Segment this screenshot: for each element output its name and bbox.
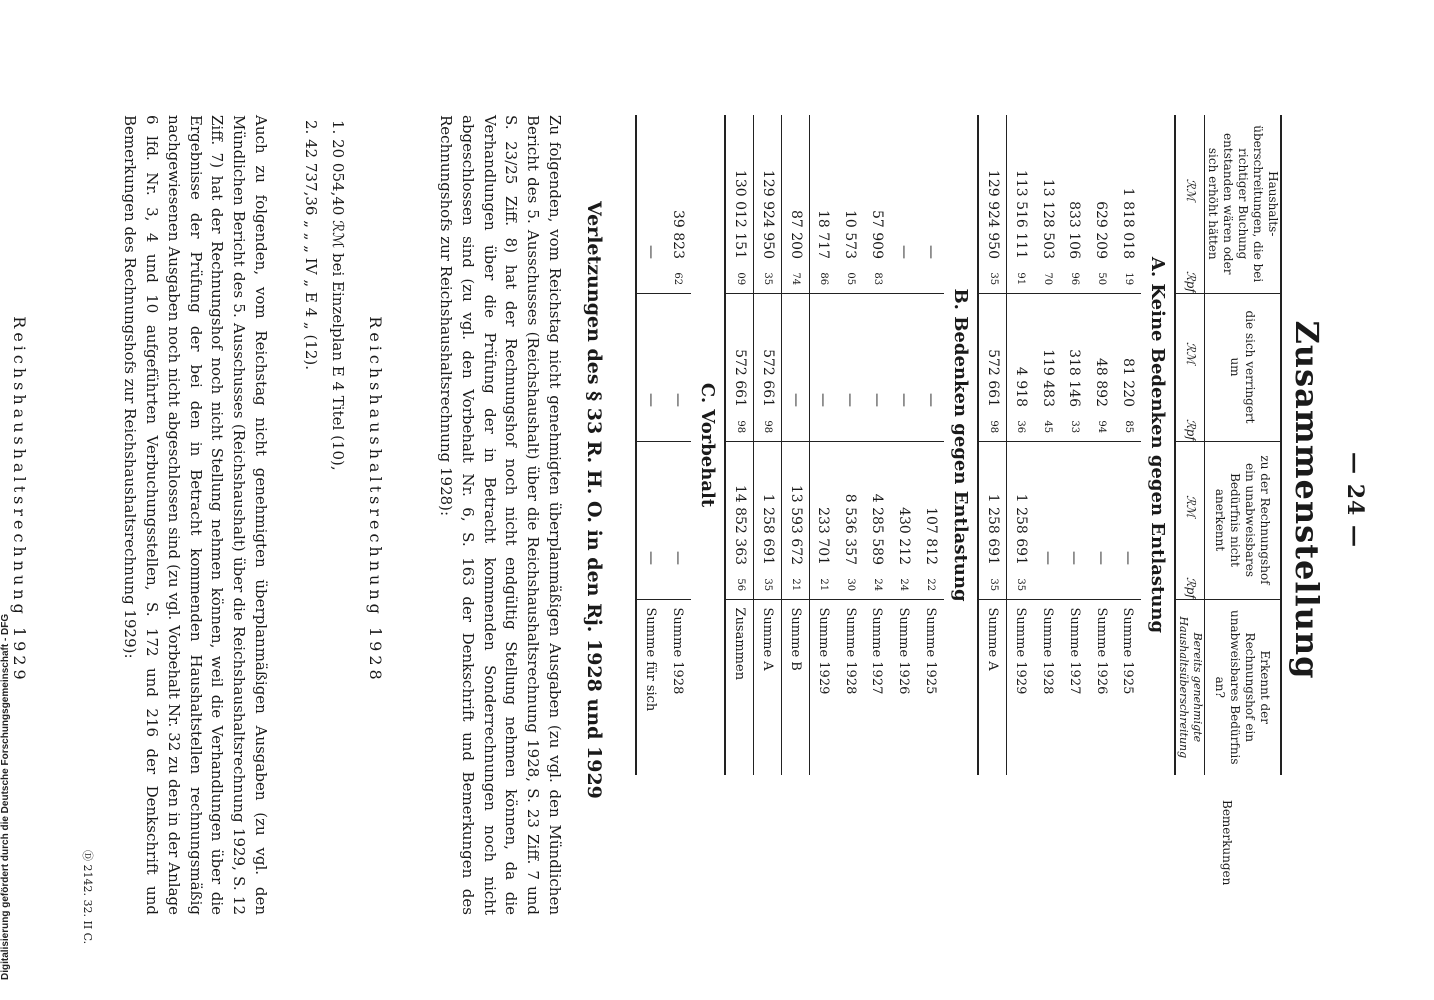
unit-pf: ℛpf: [1176, 265, 1205, 293]
amount-reduced: 48 892: [1093, 358, 1110, 407]
pf-reduced: [836, 413, 863, 441]
print-code: Ⓓ 2142. 32. II C.: [81, 850, 94, 945]
amount-not-recognized: 1 258 691: [984, 493, 1001, 566]
pf-overrun: 35: [978, 265, 1006, 293]
row-label: Summe für sich: [643, 607, 659, 712]
section-c-rows: [636, 115, 725, 775]
amount-overrun: —: [642, 245, 659, 259]
amount-not-recognized: —: [669, 551, 686, 566]
pf-overrun: 62: [664, 265, 691, 293]
row-label: Summe 1927: [869, 607, 885, 695]
pf-reduced: [809, 413, 836, 441]
table-row: [890, 115, 917, 775]
row-label: Summe 1927: [1066, 607, 1082, 695]
amount-not-recognized: —: [1119, 551, 1136, 566]
amount-reduced: —: [787, 393, 804, 407]
page-number: — 24 —: [1342, 452, 1368, 548]
header-col2: die sich verringert um: [1205, 293, 1282, 441]
subheading-1929: Reichshaushaltsrechnung 1929: [10, 316, 29, 684]
amount-reduced: 572 661: [984, 349, 1001, 407]
pf-reduced: 98: [978, 413, 1006, 441]
row-label: Summe 1928: [669, 607, 685, 695]
pf-not-recognized: [1034, 571, 1061, 599]
unit-pf: ℛpf: [1176, 571, 1205, 599]
header-group: Bereits genehmigte Haushaltsüberschreitung: [1177, 616, 1204, 759]
pf-not-recognized: 21: [809, 571, 836, 599]
pf-reduced: [781, 413, 809, 441]
pf-overrun: 09: [725, 265, 753, 293]
pf-reduced: 94: [1087, 413, 1114, 441]
row-label: Summe A: [760, 607, 776, 671]
amount-not-recognized: 8 536 357: [842, 493, 859, 566]
amount-overrun: 629 209: [1093, 201, 1110, 259]
pf-not-recognized: [1114, 571, 1141, 599]
pf-reduced: 33: [1061, 413, 1088, 441]
amount-overrun: 57 909: [868, 210, 885, 259]
pf-reduced: [636, 413, 664, 441]
amount-not-recognized: 107 812: [922, 507, 939, 566]
pf-not-recognized: 21: [781, 571, 809, 599]
pf-not-recognized: 22: [917, 571, 944, 599]
amount-not-recognized: 1 258 691: [759, 493, 776, 566]
pf-reduced: [664, 413, 691, 441]
amount-not-recognized: —: [1066, 551, 1083, 566]
table-row: [753, 115, 781, 775]
pf-reduced: 36: [1006, 413, 1033, 441]
pf-reduced: [863, 413, 890, 441]
pf-not-recognized: 35: [753, 571, 781, 599]
section-a-rows: [978, 115, 1175, 775]
amount-reduced: —: [669, 393, 686, 407]
paragraph-2: Auch zu folgenden, vom Reichstag nicht genehmigten überplanmäßigen Ausgaben (zu vgl. den Mündlichen Bericht des 5. Ausschusses (Reichshaushalt) über die Reichshaushaltsrechnung 1929, S. 12 Ziff. 7) hat der Rechnungshof noch nicht Stellung nehmen können, weil die Verhandlungen über die Ergebnisse der Prüfung der bei den in Betracht kommenden Haushaltstellen rechnungsmäßig nachgewiesenen Ausgaben noch nicht abgeschlossen sind (zu vgl. Vorbehalt Nr. 32 zu den in der Anlage 6 lfd. Nr. 3, 4 und 10 aufgeführten Verbuchungsstellen, S. 172 und 216 der Denkschrift und Bemerkungen des Rechnungshofs zur Reichshaushaltsrechnung 1929):: [121, 115, 270, 915]
pf-overrun: 50: [1087, 265, 1114, 293]
credit-text: Digitalisierung gefördert durch die Deutsche Forschungsgemeinschaft - DFG: [0, 613, 11, 980]
table-row: [636, 115, 664, 775]
pf-overrun: [636, 265, 664, 293]
unit-pf: ℛpf: [1176, 413, 1205, 441]
amount-reduced: 119 483: [1039, 349, 1056, 407]
amount-not-recognized: 1 258 691: [1012, 493, 1029, 566]
amount-not-recognized: 4 285 589: [868, 493, 885, 566]
table-row: [1061, 115, 1088, 775]
amount-reduced: 318 146: [1066, 349, 1083, 407]
amount-not-recognized: —: [1039, 551, 1056, 566]
pf-not-recognized: [636, 571, 664, 599]
table-row: [1114, 115, 1141, 775]
pf-overrun: 35: [753, 265, 781, 293]
amount-overrun: 1 818 018: [1119, 187, 1136, 259]
pf-reduced: [890, 413, 917, 441]
row-label: Summe 1926: [896, 607, 912, 695]
table-row: [917, 115, 944, 775]
unit-rm: ℛℳ: [1183, 178, 1198, 202]
pf-not-recognized: [1087, 571, 1114, 599]
violations-heading: Verletzungen des § 33 R. H. O. in den Rj. 1928 und 1929: [583, 201, 605, 799]
amount-reduced: —: [895, 393, 912, 407]
pf-reduced: 98: [725, 413, 753, 441]
unit-rm: ℛℳ: [1183, 495, 1198, 518]
table-row: [1034, 115, 1061, 775]
row-label: Summe 1928: [842, 607, 858, 695]
paragraph-1: Zu folgenden, vom Reichstag nicht genehmigten überplanmäßigen Ausgaben (zu vgl. den Mündlichen Bericht des 5. Ausschusses (Reichshaushalt) über die Reichshaushaltsrechnung 1928, S. 23 Ziff. 7 und S. 23/25 Ziff. 8) hat der Rechnungshof noch nicht endgültig Stellung nehmen können, da die Verhandlungen über die Prüfung der in Betracht kommenden Sonderrechnungen noch nicht abgeschlossen sind (zu vgl. den Vorbehalt Nr. 6, S. 163 der Denkschrift und Bemerkungen des Rechnungshofs zur Reichshaushaltsrechnung 1928):: [437, 115, 564, 915]
header-col4: Erkennt der Rechnungshof ein unabweisbares Bedürfnis an?: [1213, 610, 1273, 765]
row-label: Summe 1928: [1039, 607, 1055, 695]
pf-overrun: 74: [781, 265, 809, 293]
table-row: [1006, 115, 1033, 775]
pf-not-recognized: 24: [863, 571, 890, 599]
digitization-credit: [0, 0, 16, 1000]
pf-overrun: 96: [1061, 265, 1088, 293]
amount-reduced: —: [642, 393, 659, 407]
amount-overrun: 39 823: [669, 210, 686, 259]
pf-overrun: 91: [1006, 265, 1033, 293]
pf-overrun: 70: [1034, 265, 1061, 293]
table-row: [809, 115, 836, 775]
page-title: Zusammenstellung: [1288, 320, 1326, 680]
section-b-title: B. Bedenken gegen Entlastung: [950, 288, 972, 602]
row-label: Summe 1929: [1013, 607, 1029, 695]
amount-overrun: —: [922, 245, 939, 259]
amount-overrun: 129 924 950: [759, 169, 776, 259]
amount-reduced: 4 918: [1012, 366, 1029, 407]
pf-overrun: 83: [863, 265, 890, 293]
amount-reduced: —: [922, 393, 939, 407]
header-col1: Haushalts-überschreitungen, die bei richtiger Buchung entstanden wären oder sich erhöht hätten: [1205, 115, 1282, 293]
summary-table: [635, 115, 1282, 775]
amount-overrun: 130 012 151: [731, 169, 748, 259]
table-row: [725, 115, 753, 775]
amount-not-recognized: 233 701: [815, 507, 832, 566]
pf-not-recognized: 35: [978, 571, 1006, 599]
amount-overrun: 13 128 503: [1039, 178, 1056, 259]
amount-overrun: —: [895, 245, 912, 259]
table-row: [781, 115, 809, 775]
amount-reduced: 572 661: [731, 349, 748, 407]
table-row: [1087, 115, 1114, 775]
row-label: Summe A: [985, 607, 1001, 671]
amount-overrun: 833 106: [1066, 201, 1083, 259]
amount-not-recognized: 13 593 672: [787, 484, 804, 566]
amount-overrun: 18 717: [815, 210, 832, 259]
table-row: [836, 115, 863, 775]
pf-not-recognized: 35: [1006, 571, 1033, 599]
row-label: Summe 1925: [1120, 607, 1136, 695]
amount-overrun: 87 200: [787, 210, 804, 259]
unit-rm: ℛℳ: [1183, 342, 1198, 365]
header-col3: zu der Rechnungshof ein unabweisbares Bedürfnis nicht anerkennt: [1205, 441, 1282, 599]
amount-reduced: 81 220: [1119, 358, 1136, 407]
table-row: [978, 115, 1006, 775]
amount-reduced: —: [868, 393, 885, 407]
amount-not-recognized: 430 212: [895, 507, 912, 566]
pf-overrun: 19: [1114, 265, 1141, 293]
table-row: [664, 115, 691, 775]
table-row: [863, 115, 890, 775]
pf-not-recognized: 30: [836, 571, 863, 599]
amount-overrun: 10 573: [842, 210, 859, 259]
amount-not-recognized: —: [1093, 551, 1110, 566]
amount-not-recognized: 14 852 363: [731, 484, 748, 566]
section-a-title: A. Keine Bedenken gegen Entlastung: [1147, 256, 1169, 634]
amount-not-recognized: —: [642, 551, 659, 566]
amount-overrun: 113 516 111: [1012, 169, 1029, 259]
subheading-1928: Reichshaushaltsrechnung 1928: [366, 316, 385, 684]
amount-reduced: 572 661: [759, 349, 776, 407]
row-label: Summe B: [787, 607, 803, 671]
pf-overrun: 86: [809, 265, 836, 293]
pf-overrun: [890, 265, 917, 293]
row-label: Summe 1926: [1093, 607, 1109, 695]
row-label: Summe 1929: [815, 607, 831, 695]
remarks-column-header: Bemerkungen: [1220, 800, 1234, 886]
section-c-title: C. Vorbehalt: [697, 382, 719, 508]
amount-reduced: —: [815, 393, 832, 407]
row-label: Summe 1925: [922, 607, 938, 695]
pf-overrun: 05: [836, 265, 863, 293]
pf-reduced: [917, 413, 944, 441]
amount-overrun: 129 924 950: [984, 169, 1001, 259]
entry-2: 2. 42 737,36 „ „ „ IV „ E 4 „ (12).: [302, 120, 320, 370]
pf-not-recognized: 24: [890, 571, 917, 599]
pf-reduced: 45: [1034, 413, 1061, 441]
pf-not-recognized: 56: [725, 571, 753, 599]
section-b-rows: [725, 115, 978, 775]
pf-overrun: [917, 265, 944, 293]
pf-reduced: 98: [753, 413, 781, 441]
pf-not-recognized: [1061, 571, 1088, 599]
entry-1: 1. 20 054,40 ℛℳ bei Einzelplan E 4 Titel (10),: [329, 120, 347, 471]
amount-reduced: —: [842, 393, 859, 407]
pf-not-recognized: [664, 571, 691, 599]
pf-reduced: 85: [1114, 413, 1141, 441]
row-label: Zusammen: [732, 607, 748, 681]
